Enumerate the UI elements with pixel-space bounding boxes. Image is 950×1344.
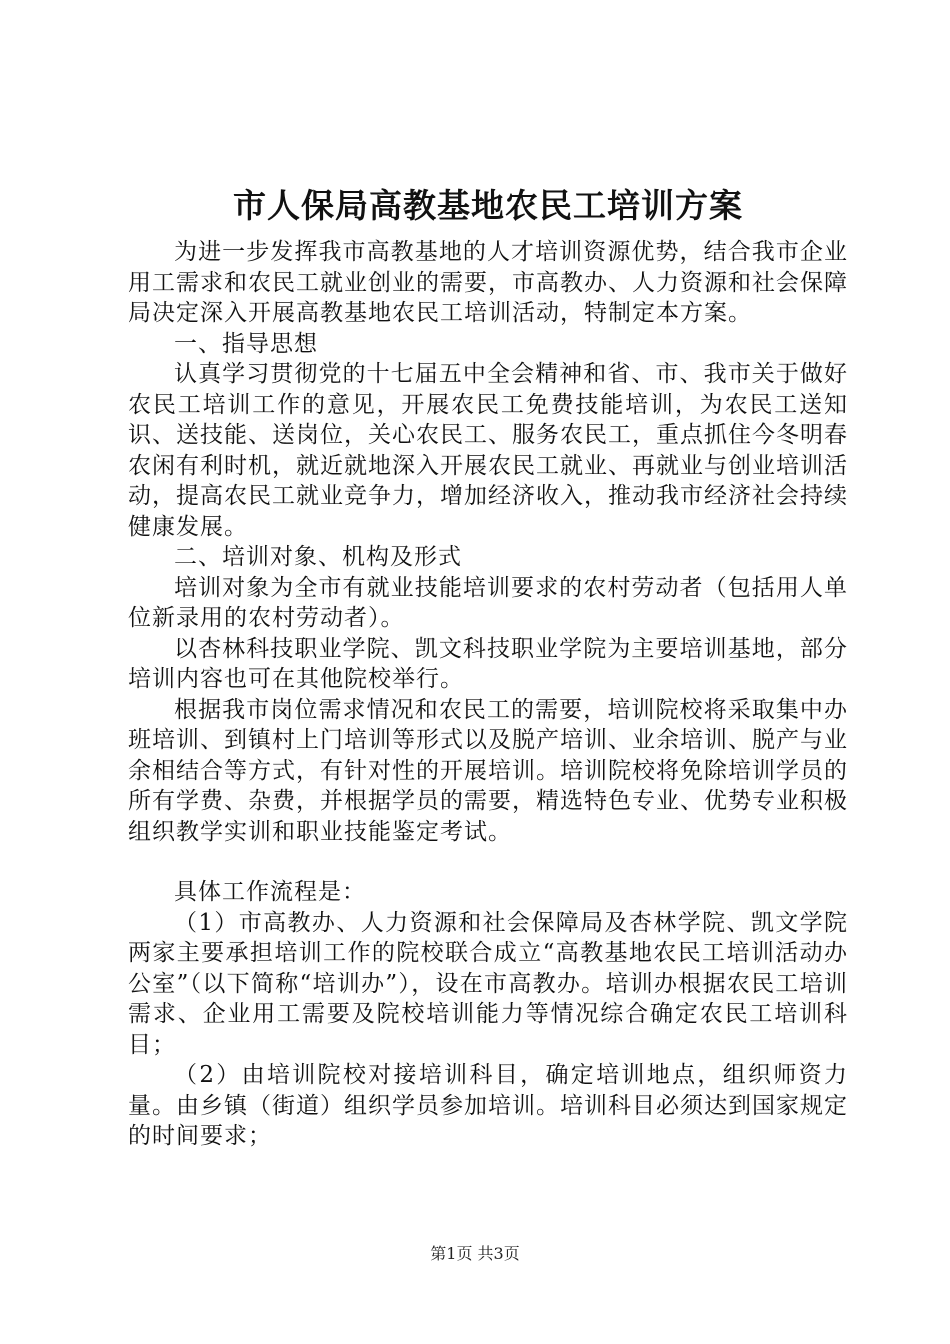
- heading-workflow: 具体工作流程是：: [174, 879, 366, 905]
- paragraph-workflow-step-1: （1）市高教办、人力资源和社会保障局及杏林学院、凯文学院两家主要承担培训工作的院校联合成立“高教基地农民工培训活动办公室”（以下简称“培训办”），设在市高教办。培训办根据农民工培训需求、企业用工需要及院校培训能力等情况综合确定农民工培训科目；: [128, 909, 848, 1058]
- document-page: [128, 175, 848, 1152]
- paragraph-gap: [128, 847, 848, 877]
- paragraph-workflow-step-2: （2）由培训院校对接培训科目，确定培训地点，组织师资力量。由乡镇（街道）组织学员参加培训。培训科目必须达到国家规定的时间要求；: [128, 1062, 848, 1149]
- heading-training-targets: 二、培训对象、机构及形式: [174, 544, 462, 570]
- paragraph-guiding-thought: 认真学习贯彻党的十七届五中全会精神和省、市、我市关于做好农民工培训工作的意见，开展农民工免费技能培训，为农民工送知识、送技能、送岗位，关心农民工、服务农民工，重点抓住今冬明春农闲有利时机，就近就地深入开展农民工就业、再就业与创业培训活动，提高农民工就业竞争力，增加经济收入，推动我市经济社会持续健康发展。: [128, 361, 848, 540]
- document-title: 市人保局高教基地农民工培训方案: [233, 186, 743, 225]
- paragraph-intro: 为进一步发挥我市高教基地的人才培训资源优势，结合我市企业用工需求和农民工就业创业的需要，市高教办、人力资源和社会保障局决定深入开展高教基地农民工培训活动，特制定本方案。: [128, 239, 848, 326]
- paragraph-training-bases: 以杏林科技职业学院、凯文科技职业学院为主要培训基地，部分培训内容也可在其他院校举行。: [128, 635, 848, 692]
- document-body: [128, 237, 848, 1152]
- heading-guiding-thought: 一、指导思想: [174, 330, 318, 357]
- paragraph-training-targets: 培训对象为全市有就业技能培训要求的农村劳动者（包括用人单位新录用的农村劳动者）。: [128, 574, 848, 631]
- page-footer: 第1页 共3页: [430, 1244, 520, 1263]
- paragraph-training-forms: 根据我市岗位需求情况和农民工的需要，培训院校将采取集中办班培训、到镇村上门培训等形式以及脱产培训、业余培训、脱产与业余相结合等方式，有针对性的开展培训。培训院校将免除培训学员的所有学费、杂费，并根据学员的需要，精选特色专业、优势专业积极组织教学实训和职业技能鉴定考试。: [128, 696, 848, 845]
